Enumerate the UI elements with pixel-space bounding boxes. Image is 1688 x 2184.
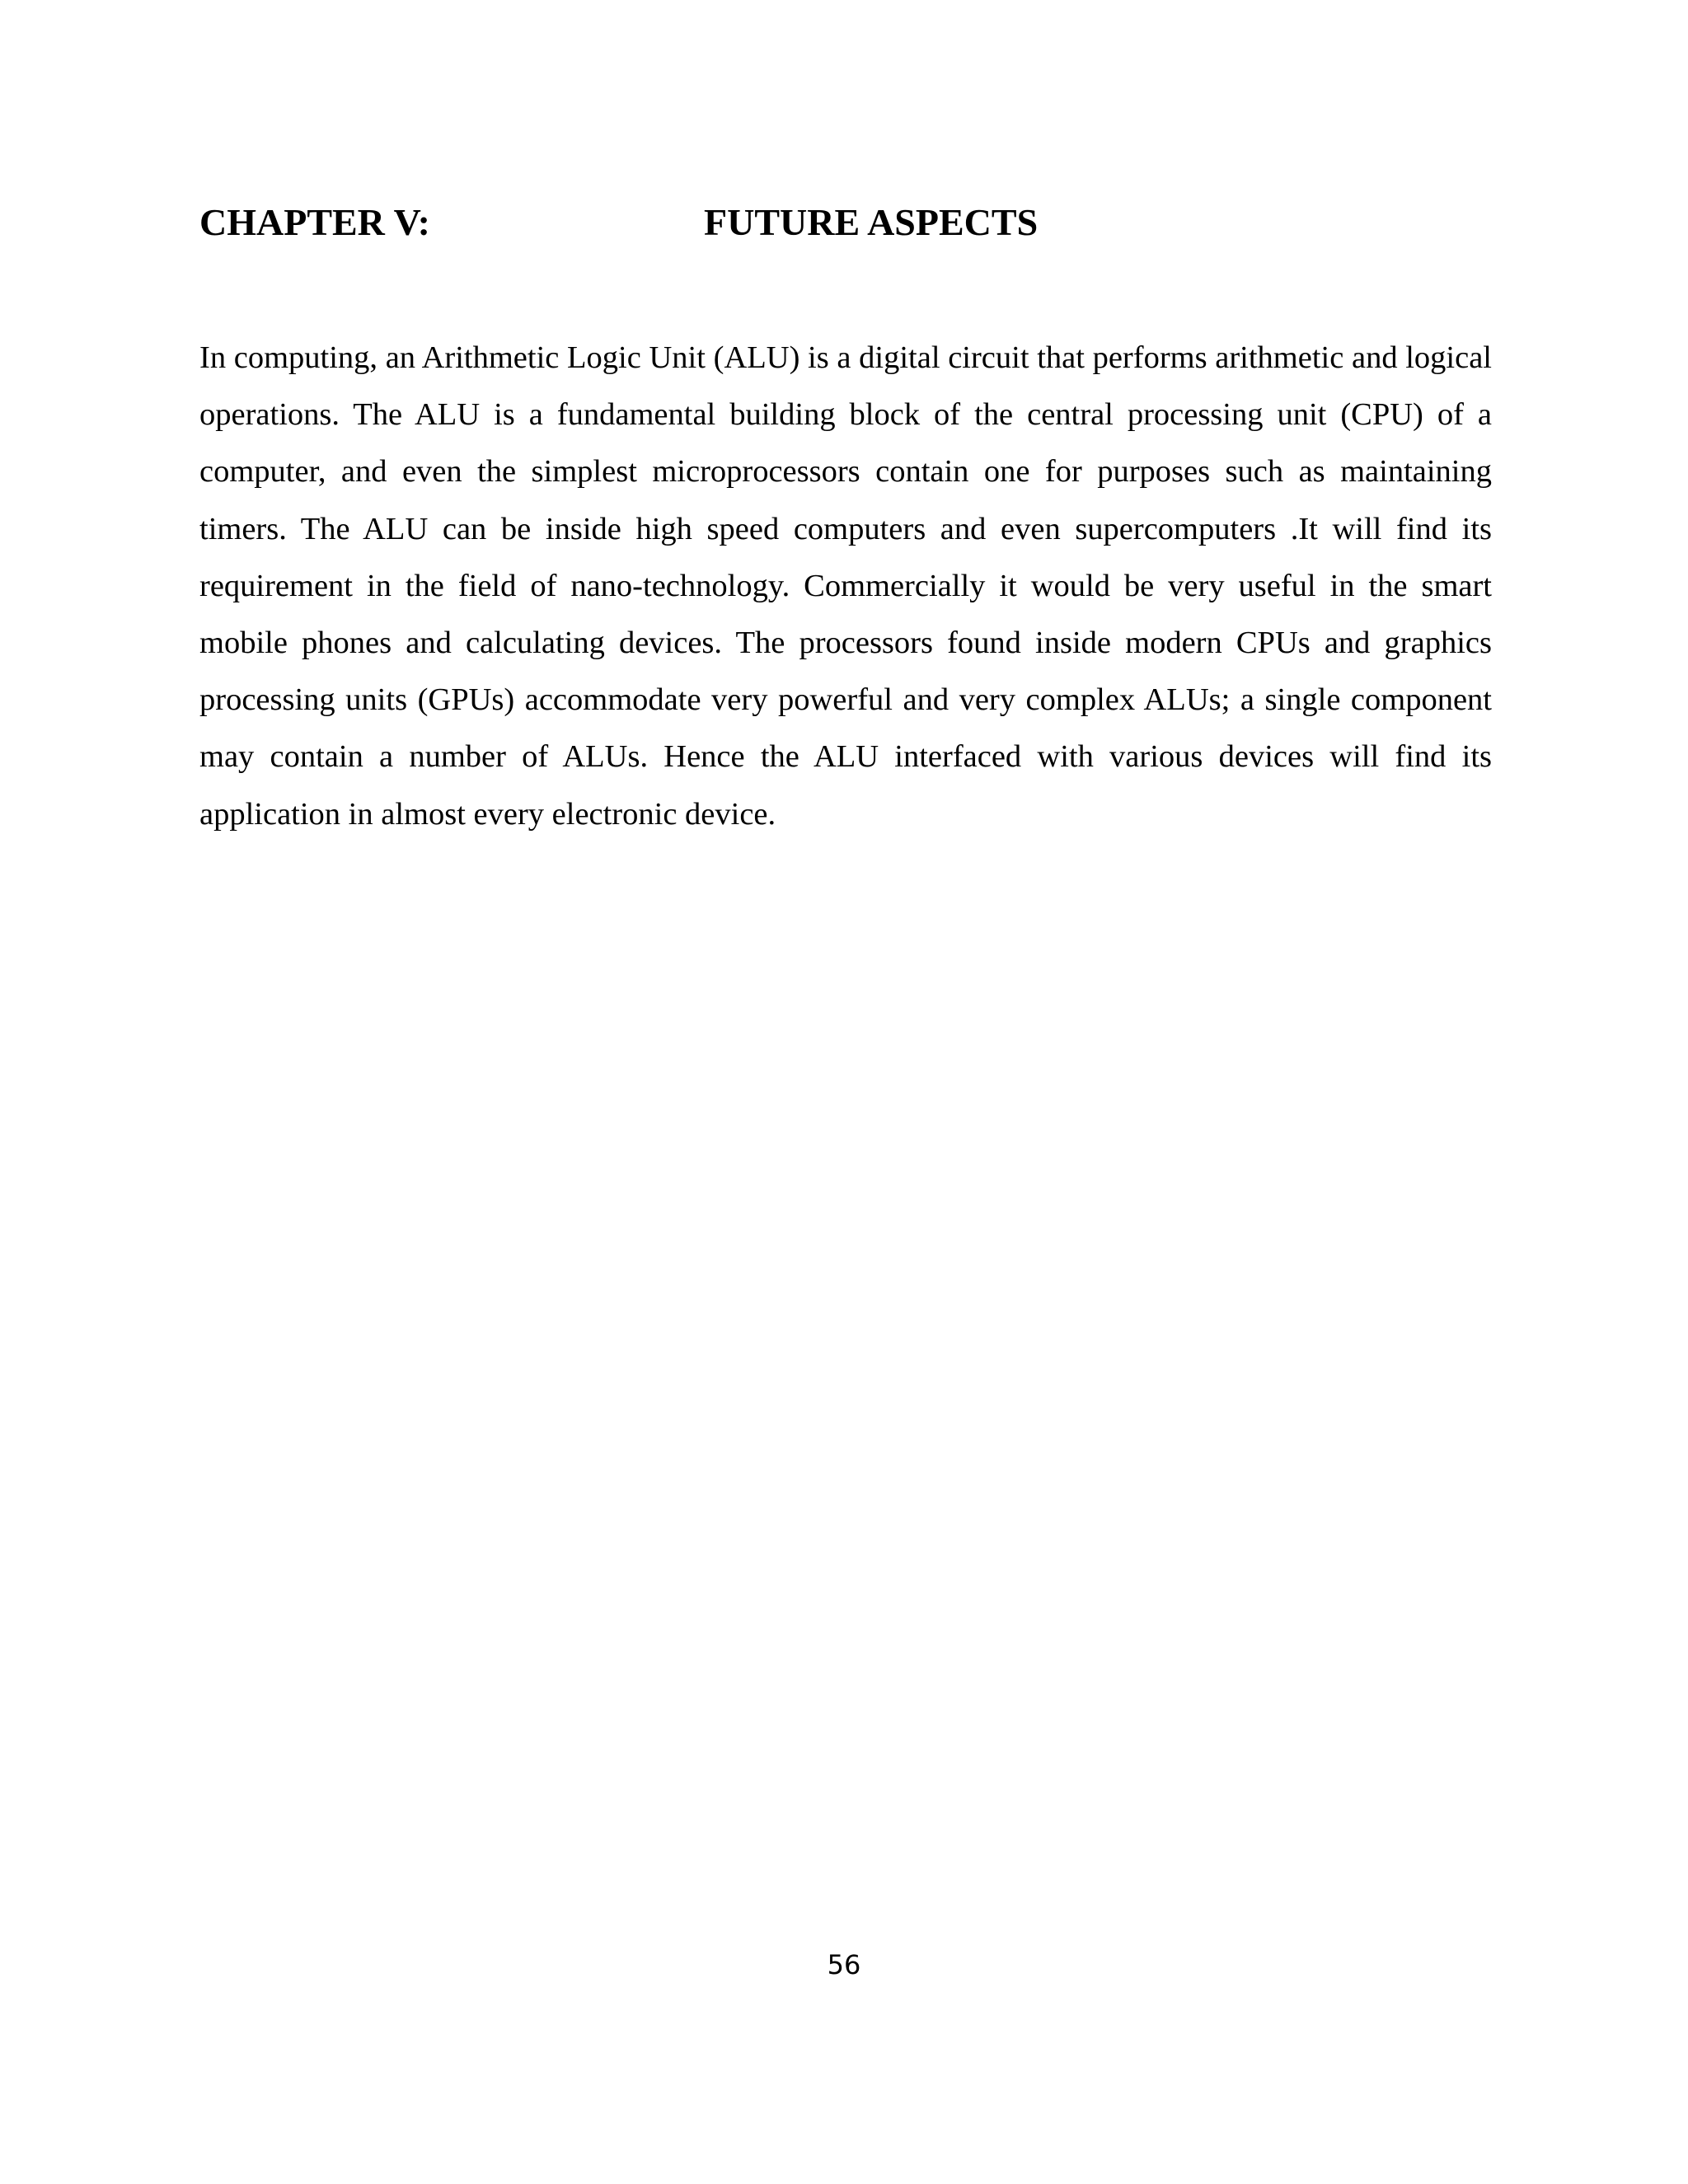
body-paragraph: In computing, an Arithmetic Logic Unit (ALU) is a digital circuit that performs arithmetic and logical operations. The ALU is a fundamental building block of the central processing unit (CPU) of a computer, and even the simplest microprocessors contain one for purposes such as maintaining timers. The ALU can be inside high speed computers and even supercomputers .It will find its requirement in the field of nano-technology. Commercially it would be very useful in the smart mobile phones and calculating devices. The processors found inside modern CPUs and graphics processing units (GPUs) accommodate very powerful and very complex ALUs; a single component may contain a number of ALUs. Hence the ALU interfaced with various devices will find its application in almost every electronic device. xyxy=(199,340,1492,832)
page-number: 56 xyxy=(827,1949,861,1980)
chapter-heading xyxy=(199,198,1492,247)
chapter-title: FUTURE ASPECTS xyxy=(704,201,1039,243)
chapter-label: CHAPTER V: xyxy=(199,201,430,243)
